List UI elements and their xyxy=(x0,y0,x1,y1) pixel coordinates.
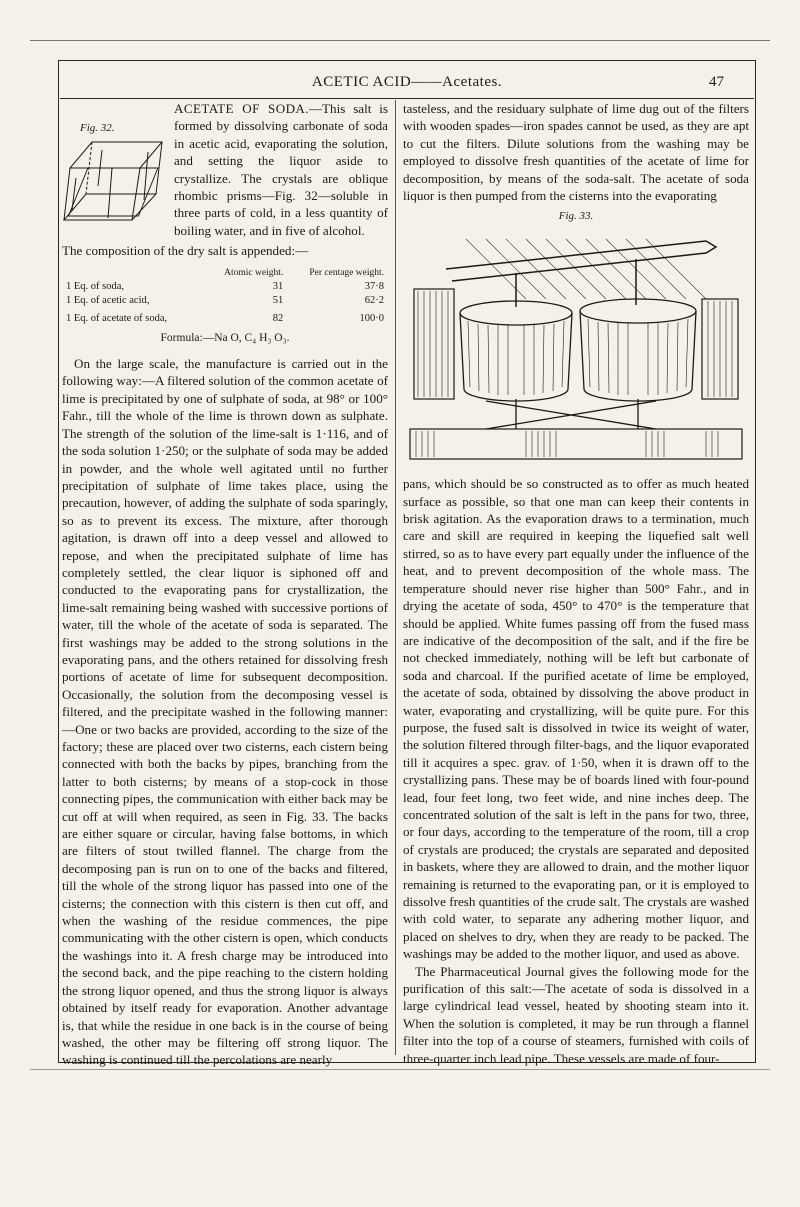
percent-value: 100·0 xyxy=(359,312,384,324)
figure-32-label: Fig. 32. xyxy=(80,122,115,134)
running-head-title: ACETIC ACID——Acetates. xyxy=(311,74,503,90)
header-rule xyxy=(60,98,754,99)
row-label: 1 Eq. of soda, xyxy=(66,280,125,292)
column-divider xyxy=(395,100,396,1055)
intro-text: —This salt is formed by dissolving carbonate of soda in acetic acid, evaporating the solution, and setting the liquor aside to crystallize. The crystals are oblique rhombic prisms—Fig. 32—soluble in three parts of cold, in a less quantity of boiling water, and in five of alcohol. xyxy=(174,101,388,238)
column-header-atomic: Atomic weight. xyxy=(224,267,284,278)
body-paragraph: On the large scale, the manufacture is carried out in the following way:—A filtered solution of the common acetate of lime is precipitated by one of sulphate of soda, at 98° or 100° Fahr., till the whole of the lime is thrown down as sulphate. The strength of the solution of the lime-salt is 1·116, and of the soda solution 1·250; or the sulphate of soda may be added in powder, and the whole well agitated until no further precipitation of sulphate of lime takes place, using the precaution, however, of adding the sulphate of soda sparingly, so as to prevent its excess. The mixture, after thorough agitation, is drawn off into a deep vessel and allowed to repose, and when the precipitated sulphate of lime has completely settled, the clear liquor is siphoned off and conducted to the evaporating pans for crystallization, the lime-salt remaining being washed with successive portions of water, till the whole of the acetate of soda is separated. The first washings may be added to the strong solutions in the evaporating pans, and the others retained for dissolving fresh portions of acetate of lime for subsequent decomposition. Occasionally, the solution from the decomposing vessel is filtered, and the precipitate washed in the following manner:—One or two backs are provided, according to the size of the factory; these are placed over two cisterns, each cistern being connected with both the backs by pipes, branching from the latter to both cisterns; by means of a stop-cock in those connecting pipes, the communication with either back may be cut off at will when required, as seen in Fig. 33. The backs are either square or circular, having false bottoms, in which are filters of stout twilled flannel. The charge from the decomposing pan is run on to one of the backs and filtered, till the whole of the strong liquor has passed into one of the cisterns; the connection with this cistern is then cut off, and when the washing of the residue commences, the pipe communicating with the other cistern is open, which conducts the washings into it. A fresh charge may be introduced into the second back, and the pipe reaching to the cistern holding the strong liquor opened, and thus the strong liquor is always obtained by itself ready for evaporation. Another advantage is, that while the residue in one back is in the course of being washed, the other may be filtering off strong liquor. The washing is continued till the percolations are nearly xyxy=(62,356,388,1068)
composition-table xyxy=(62,266,388,326)
row-label: 1 Eq. of acetate of soda, xyxy=(66,312,168,324)
percent-value: 37·8 xyxy=(364,280,384,292)
right-column xyxy=(403,100,749,1067)
body-paragraph: pans, which should be so constructed as to offer as much heated surface as possible, so that one man can keep their contents in brisk agitation. As the evaporation draws to a termination, much care and skill are required in keeping the liquefied salt well stirred, so as to have every part equally under the influence of the heat, and to prevent decomposition of the whole mass. The temperature should never rise higher than 500° Fahr., and in drying the acetate of soda, 450° to 470° is the temperature that should be applied. White fumes passing off from the fused mass are indicative of the decomposition of the salt, and if the fire be not checked immediately, nothing will be left but carbonate of soda and charcoal. If the purified acetate of lime be employed, the acetate of soda, obtained by dissolving the above product in water, evaporating and crystallizing, will be quite pure. For this purpose, the fused salt is dissolved in twice its weight of water, the solution filtered through filter-bags, and the liquor evaporated till it acquires a spec. grav. of 1·50, when it is drawn off to the crystallizing pans. These may be of boards lined with four-pound lead, four feet long, two feet wide, and nine inches deep. The concentrated solution of the salt is left in the pans for two, three, or four days, according to the temperature of the room, till a crop of crystals are produced; the crystals are separated and deposited in baskets, where they are allowed to drain, and the mother liquor remaining is returned to the evaporating pan, or it is employed to dissolve fresh quantities of the crude salt. The crystals are washed with cold water, to separate any adhering mother liquor, and placed on shelves to dry, when they are ready to be packed. The washings may be added to the mother liquor, and used as above. xyxy=(403,476,749,962)
rhombic-prism-illustration xyxy=(62,138,170,230)
body-paragraph: tasteless, and the residuary sulphate of lime dug out of the filters with wooden spades—iron spades cannot be used, as they are apt to cut the filters. Dilute solutions from the washing may be employed to dissolve fresh quantities of the acetate of lime for decomposition, by means of the soda-salt. The acetate of soda liquor is then pumped from the cisterns into the evaporating xyxy=(403,101,749,204)
table-row xyxy=(62,280,388,294)
column-header-percent: Per centage weight. xyxy=(309,267,384,278)
percent-value: 62·2 xyxy=(364,294,384,306)
figure-33-label: Fig. 33. xyxy=(558,210,594,223)
figure-32 xyxy=(62,120,172,248)
formula: Formula:—Na O, C₄ H₃ O₃. xyxy=(160,331,290,344)
table-row xyxy=(62,294,388,308)
page-number: 47 xyxy=(709,74,724,90)
running-head xyxy=(60,72,754,96)
composition-lead: The composition of the dry salt is appended:— xyxy=(62,243,309,259)
atomic-value: 82 xyxy=(272,312,284,324)
atomic-value: 31 xyxy=(272,280,284,292)
left-column xyxy=(62,100,388,1069)
row-label: 1 Eq. of acetic acid, xyxy=(66,294,150,306)
section-heading: ACETATE OF SODA. xyxy=(174,101,309,116)
figure-33 xyxy=(403,208,749,469)
table-row xyxy=(62,308,388,326)
filtering-backs-illustration xyxy=(406,229,746,465)
atomic-value: 51 xyxy=(272,294,284,306)
body-paragraph: The Pharmaceutical Journal gives the following mode for the purification of this salt:—The acetate of soda is dissolved in a large cylindrical lead vessel, heated by shooting steam into it. When the solution is completed, it may be run through a flannel filter into the top of a course of steamers, furnished with coils of three-quarter inch lead pipe. These vessels are made of four- xyxy=(403,963,749,1066)
table-header-row xyxy=(62,266,388,280)
